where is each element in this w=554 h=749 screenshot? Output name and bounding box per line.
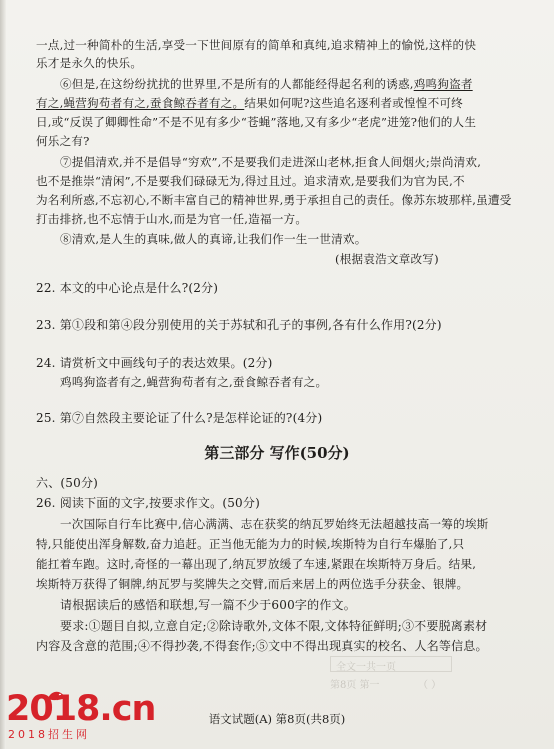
passage-p7-line4: 打击排挤,也不忘情于山水,而是为官一任,造福一方。 [36, 212, 308, 226]
requirements-line2: 内容及含意的范围;④不得抄袭,不得套作;⑤文中不得出现真实的校名、人名等信息。 [36, 639, 488, 653]
scan-edge-shadow [0, 0, 6, 749]
section-title-writing: 第三部分 写作(50分) [204, 444, 350, 462]
p6-text: ⑥但是,在这纷纷扰扰的世界里,不是所有的人都能经得起名利的诱惑, [60, 77, 414, 91]
story-line4: 埃斯特万获得了铜牌,纳瓦罗与奖牌失之交臂,而后来居上的两位选手分获金、银牌。 [36, 577, 469, 591]
question-24-quote: 鸡鸣狗盗者有之,蝇营狗苟者有之,蚕食鲸吞者有之。 [60, 375, 328, 389]
bleed-through-text: 第8页 第一 [330, 680, 380, 691]
question-22: 22. 本文的中心论点是什么?(2分) [36, 281, 219, 295]
story-line1: 一次国际自行车比赛中,信心满满、志在获奖的纳瓦罗始终无法超越技高一筹的埃斯 [60, 517, 489, 531]
underlined-sentence-part2: 有之,蝇营狗苟者有之,蚕食鲸吞者有之。 [36, 96, 245, 110]
passage-p1-line1: 一点,过一种简朴的生活,享受一下世间原有的简单和真纯,追求精神上的愉悦,这样的快 [36, 38, 477, 52]
site-watermark-logo [6, 689, 156, 746]
story-line2: 特,只能使出浑身解数,奋力追赶。正当他无能为力的时候,埃斯特为自行车爆胎了,只 [36, 537, 465, 551]
passage-p6-line1 [60, 77, 473, 92]
passage-p8-line1: ⑧清欢,是人生的真味,做人的真谛,让我们作一生一世清欢。 [60, 232, 367, 246]
passage-p6-line2 [36, 96, 463, 111]
writing-prompt: 请根据读后的感悟和联想,写一篇不少于600字的作文。 [60, 598, 356, 612]
watermark-sub-text: 2018招生网 [8, 728, 90, 741]
passage-p7-line1: ⑦提倡清欢,并不是倡导“穷欢”,不是要我们走进深山老林,拒食人间烟火;崇尚清欢, [60, 155, 482, 169]
passage-p6-line4: 何乐之有? [36, 134, 90, 148]
passage-source: (根据袁浩文章改写) [335, 252, 439, 266]
bleed-through-text: 全文一共一页 [336, 662, 396, 673]
watermark-main-text: 2018.cn [6, 689, 156, 729]
p6-text-cont: 结果如何呢?这些追名逐利者或惶惶不可终 [244, 96, 463, 110]
question-25: 25. 第⑦自然段主要论证了什么?是怎样论证的?(4分) [36, 411, 323, 425]
passage-p7-line3: 为名利所惑,不忘初心,不断丰富自己的精神世界,勇于承担自己的责任。像苏东坡那样,虽遭受 [36, 193, 512, 207]
question-23: 23. 第①段和第④段分别使用的关于苏轼和孔子的事例,各有什么作用?(2分) [36, 318, 442, 332]
underlined-sentence-part1: 鸡鸣狗盗者 [413, 77, 473, 91]
story-line3: 能扛着车跑。这时,奇怪的一幕出现了,纳瓦罗放缓了车速,紧跟在埃斯特万身后。结果, [36, 557, 477, 571]
question-24: 24. 请赏析文中画线句子的表达效果。(2分) [36, 356, 273, 370]
bleed-through-text: （ ） [418, 680, 442, 691]
page-footer: 语文试题(A) 第8页(共8页) [208, 712, 346, 726]
section-six-label: 六、(50分) [36, 476, 99, 490]
passage-p7-line2: 也不是推崇“清闲”,不是要我们碌碌无为,得过且过。追求清欢,是要我们为官为民,不 [36, 174, 465, 188]
question-26: 26. 阅读下面的文字,按要求作文。(50分) [36, 496, 260, 510]
requirements-line1: 要求:①题目自拟,立意自定;②除诗歌外,文体不限,文体特征鲜明;③不要脱离素材 [60, 619, 488, 633]
passage-p1-line2: 乐才是永久的快乐。 [36, 56, 143, 70]
passage-p6-line3: 日,或“反误了卿卿性命”不是不见有多少“苍蝇”落地,又有多少“老虎”进笼?他们的人生 [36, 115, 477, 129]
